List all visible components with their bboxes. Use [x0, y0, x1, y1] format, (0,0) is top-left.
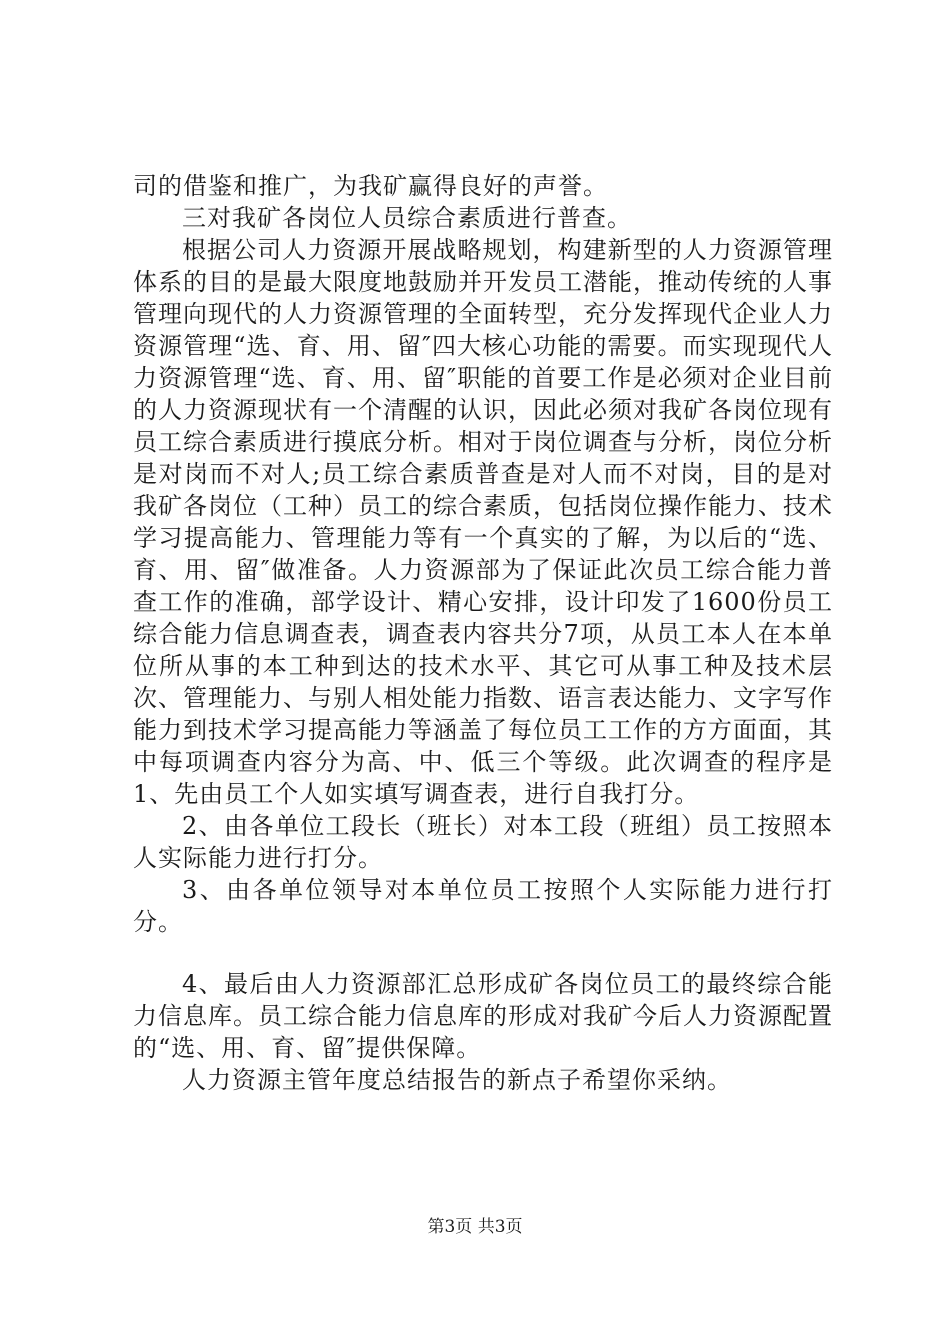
paragraph-main: 根据公司人力资源开展战略规划，构建新型的人力资源管理体系的目的是最大限度地鼓励并开发员工潜能，推动传统的人事管理向现代的人力资源管理的全面转型，充分发挥现代企业人力资源管理“选、育、用、留″四大核心功能的需要。而实现现代人力资源管理“选、育、用、留″职能的首要工作是必须对企业目前的人力资源现状有一个清醒的认识，因此必须对我矿各岗位现有员工综合素质进行摸底分析。相对于岗位调查与分析，岗位分析是对岗而不对人;员工综合素质普查是对人而不对岗，目的是对我矿各岗位（工种）员工的综合素质，包括岗位操作能力、技术学习提高能力、管理能力等有一个真实的了解，为以后的“选、育、用、留″做准备。人力资源部为了保证此次员工综合能力普查工作的准确，部学设计、精心安排，设计印发了1600份员工综合能力信息调查表，调查表内容共分7项，从员工本人在本单位所从事的本工种到达的技术水平、其它可从事工种及技术层次、管理能力、与别人相处能力指数、语言表达能力、文字写作能力到技术学习提高能力等涵盖了每位员工工作的方方面面，其中每项调查内容分为高、中、低三个等级。此次调查的程序是1、先由员工个人如实填写调查表，进行自我打分。 — [133, 236, 833, 808]
paragraph-step-4: 4、最后由人力资源部汇总形成矿各岗位员工的最终综合能力信息库。员工综合能力信息库的形成对我矿今后人力资源配置的“选、用、育、留″提供保障。 — [133, 970, 833, 1062]
page-number-footer: 第3页 共3页 — [427, 1217, 523, 1237]
closing-line: 人力资源主管年度总结报告的新点子希望你采纳。 — [182, 1066, 732, 1094]
section-heading: 三对我矿各岗位人员综合素质进行普查。 — [182, 204, 632, 232]
document-body — [133, 170, 833, 1096]
paragraph-continuation: 司的借鉴和推广，为我矿赢得良好的声誉。 — [133, 172, 608, 200]
paragraph-step-2: 2、由各单位工段长（班长）对本工段（班组）员工按照本人实际能力进行打分。 — [133, 812, 833, 872]
paragraph-step-3: 3、由各单位领导对本单位员工按照个人实际能力进行打分。 — [133, 876, 833, 936]
